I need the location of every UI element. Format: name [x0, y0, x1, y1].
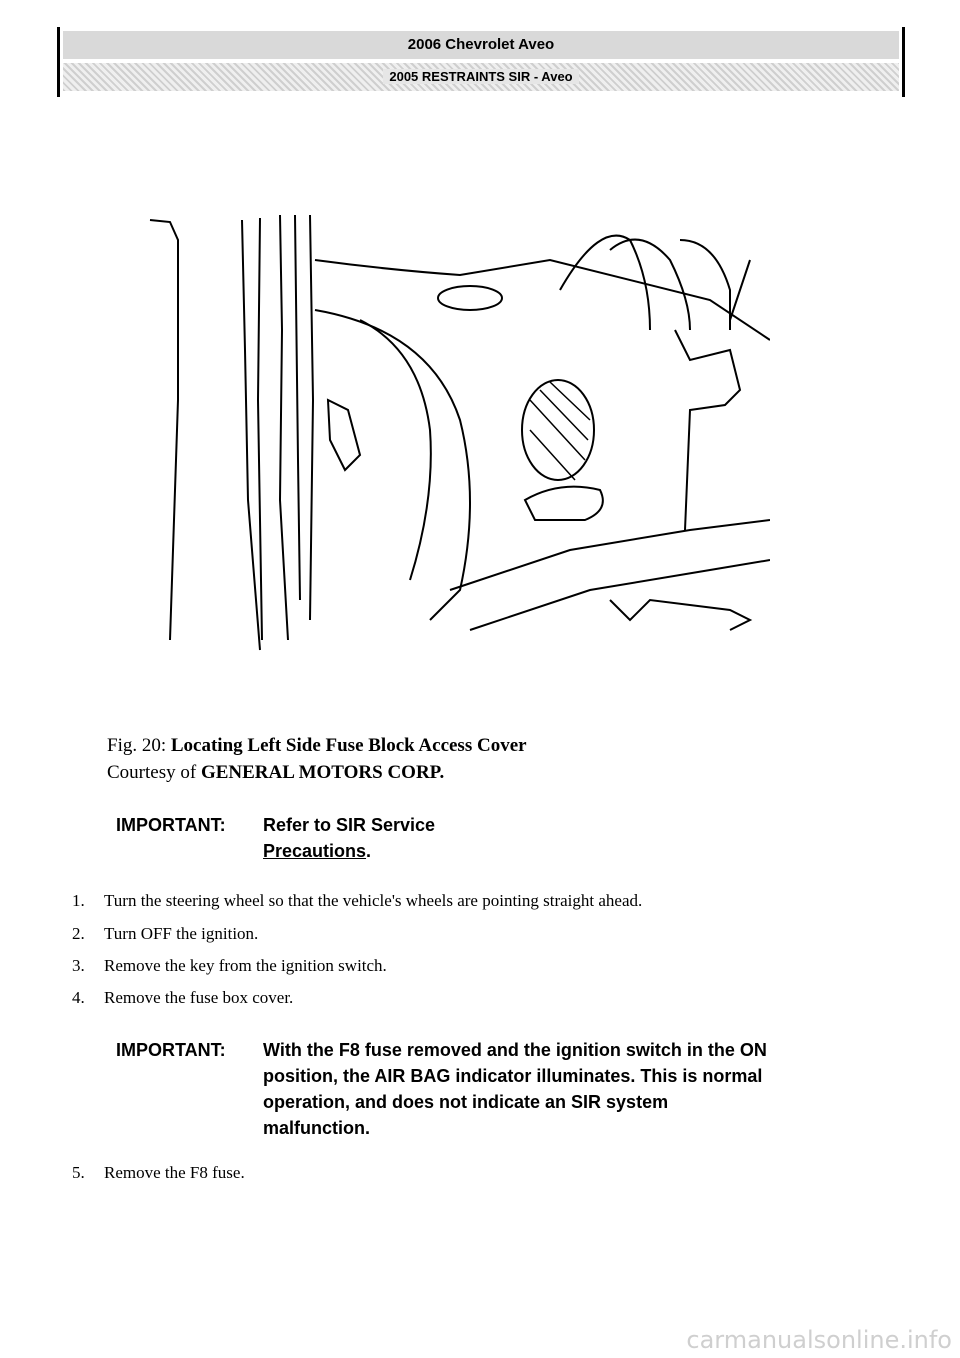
step-number: 4. — [72, 988, 85, 1007]
column-line-1 — [560, 236, 650, 330]
figure-caption — [107, 732, 527, 786]
important-text-line: malfunction. — [263, 1118, 370, 1138]
header-title: 2006 Chevrolet Aveo — [63, 31, 899, 59]
important-label: IMPORTANT: — [116, 815, 226, 835]
access-cover — [328, 400, 360, 470]
step-number: 2. — [72, 924, 85, 943]
step-text: Turn the steering wheel so that the vehicle's wheels are pointing straight ahead. — [104, 891, 643, 910]
important-note-1 — [116, 812, 896, 872]
step-number: 1. — [72, 891, 85, 910]
caption-prefix: Fig. 20: — [107, 735, 171, 756]
pillar-line-5 — [295, 215, 300, 600]
step-number: 5. — [72, 1163, 85, 1182]
step-item — [72, 888, 912, 914]
document-header — [57, 27, 905, 97]
important-text-line: With the F8 fuse removed and the ignition switch in the ON — [263, 1040, 767, 1060]
pillar-line-3 — [258, 218, 262, 640]
important-text — [263, 812, 435, 864]
caption-title: Locating Left Side Fuse Block Access Cover — [170, 735, 527, 756]
important-text-line: Refer to SIR Service — [263, 815, 436, 835]
step-text: Remove the fuse box cover. — [104, 988, 294, 1007]
vent-grille — [530, 382, 590, 480]
lever — [730, 260, 750, 320]
cover-flap — [525, 487, 603, 520]
pillar-line-6 — [310, 215, 313, 620]
important-text-line: position, the AIR BAG indicator illuminates. This is normal — [263, 1066, 763, 1086]
important-suffix: . — [366, 841, 372, 861]
dash-inner-curve — [360, 320, 431, 580]
lower-right — [610, 600, 750, 630]
step-number: 3. — [72, 956, 85, 975]
column-line-3 — [680, 240, 730, 330]
important-text — [263, 1037, 767, 1141]
caption-line-2 — [107, 759, 527, 786]
step-text: Turn OFF the ignition. — [104, 924, 259, 943]
right-bracket — [675, 330, 740, 530]
step-item — [72, 985, 912, 1011]
step-text: Remove the key from the ignition switch. — [104, 956, 387, 975]
step-text: Remove the F8 fuse. — [104, 1163, 245, 1182]
step-item — [72, 921, 912, 947]
courtesy-prefix: Courtesy of — [107, 762, 201, 783]
caption-line-1 — [107, 732, 527, 759]
step-item — [72, 953, 912, 979]
watermark: carmanualsonline.info — [686, 1326, 952, 1354]
dash-lower-2 — [470, 560, 770, 630]
important-text-line: operation, and does not indicate an SIR system — [263, 1092, 669, 1112]
important-label: IMPORTANT: — [116, 1040, 226, 1060]
header-left-border — [57, 27, 60, 97]
dash-curve — [315, 310, 470, 620]
vent-top — [438, 286, 502, 310]
fuse-block-illustration — [130, 200, 770, 660]
dash-top-edge — [315, 260, 770, 340]
header-right-border — [902, 27, 905, 97]
header-subtitle-band — [63, 63, 899, 91]
precautions-link[interactable]: Precautions — [263, 841, 367, 861]
header-subtitle: 2005 RESTRAINTS SIR - Aveo — [383, 69, 578, 84]
pillar-line-1 — [150, 220, 178, 640]
courtesy-source: GENERAL MOTORS CORP. — [200, 762, 445, 783]
important-note-2 — [116, 1037, 906, 1147]
pillar-line-2 — [242, 220, 260, 650]
dash-lower — [450, 520, 770, 590]
pillar-line-4 — [280, 215, 288, 640]
